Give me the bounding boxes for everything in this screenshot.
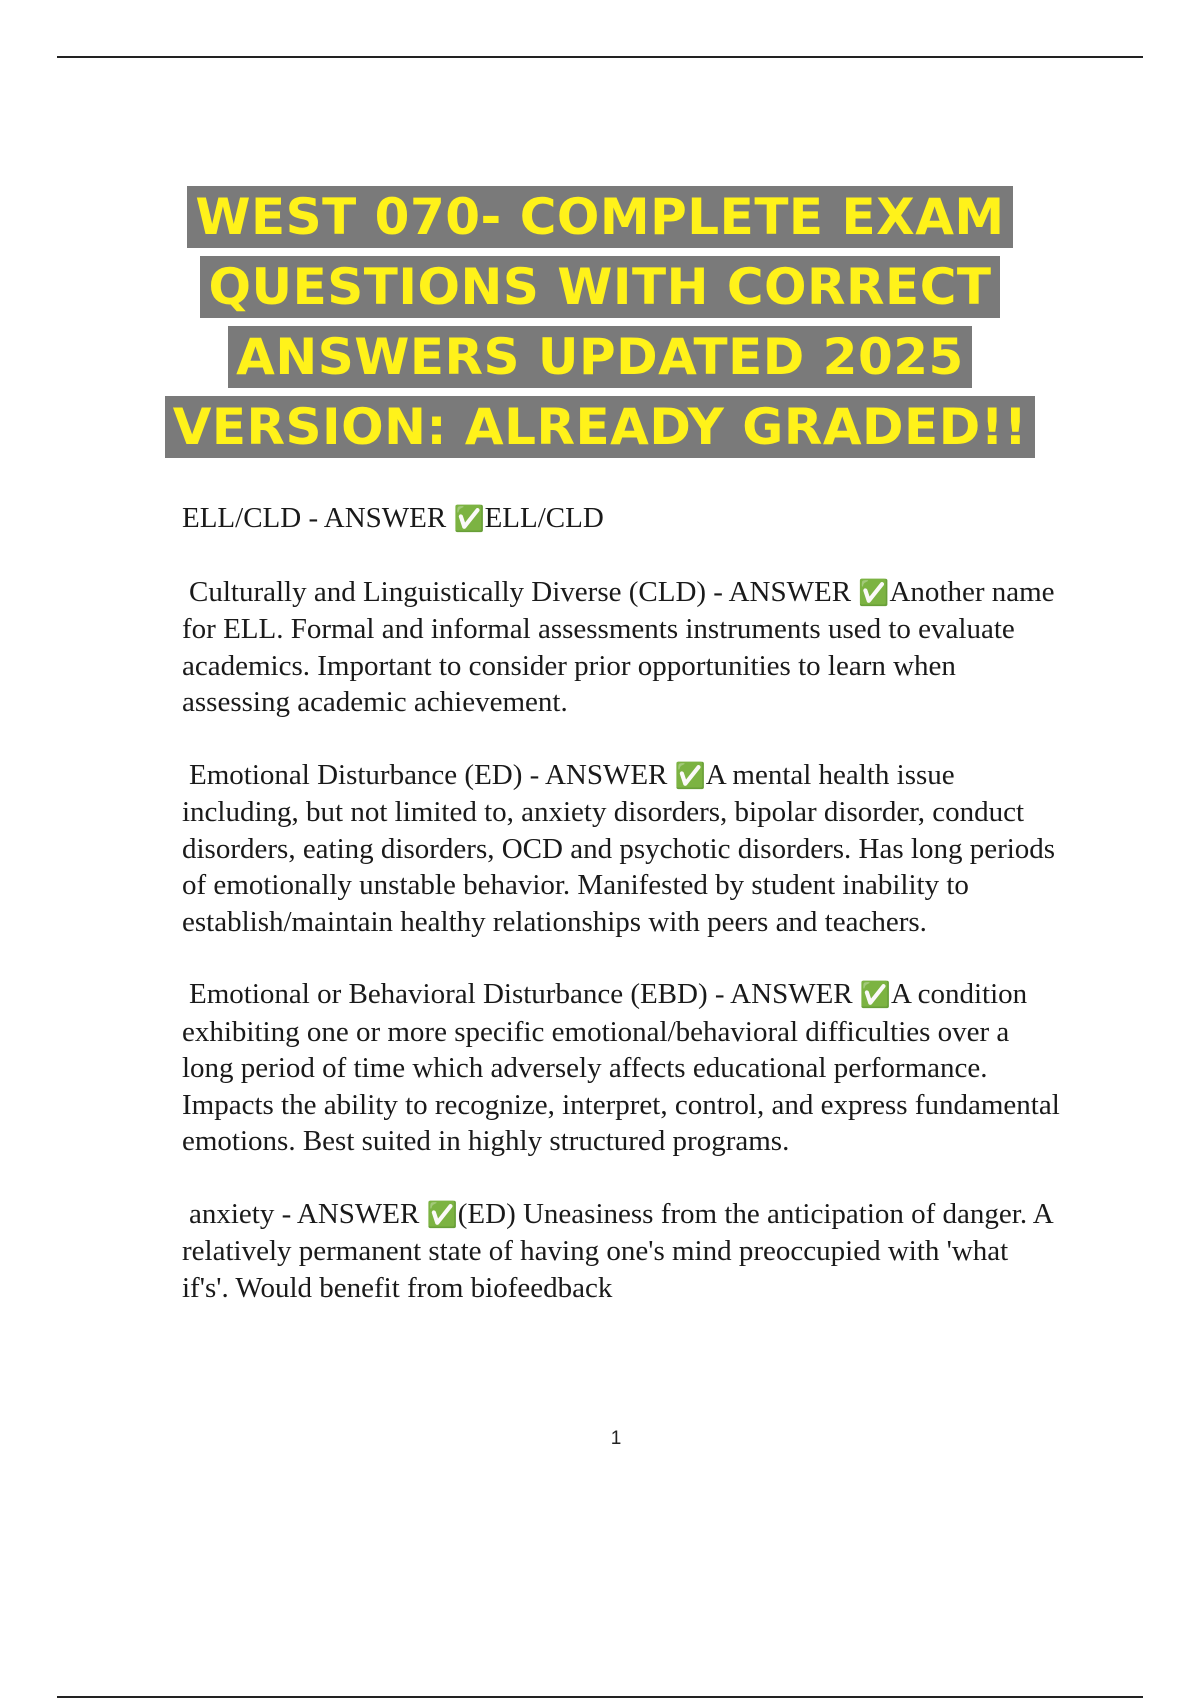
entry-anxiety: [182, 1196, 1062, 1307]
entry-term: Emotional or Behavioral Disturbance (EBD) - ANSWER: [189, 978, 860, 1010]
entry-definition: Another name for ELL. Formal and informal assessments instruments used to evaluate academics. Important to consider prior opportunities to learn when assessing academic achievement.: [182, 575, 1055, 718]
check-icon: ✅: [453, 504, 485, 533]
entry-definition: ELL/CLD: [484, 502, 604, 534]
entry-definition: A mental health issue including, but not limited to, anxiety disorders, bipolar disorder, conduct disorders, eating disorders, OCD and psychotic disorders. Has long periods of emotionally unstable behavior. Manifested by student inability to establish/maintain healthy relationships with peers and teachers.: [182, 758, 1056, 938]
check-icon: ✅: [674, 760, 706, 790]
check-icon: ✅: [859, 980, 892, 1009]
document-title: WEST 070- COMPLETE EXAM QUESTIONS WITH CORRECT ANSWERS UPDATED 2025 VERSION: ALREADY GRADED!!: [165, 186, 1036, 458]
entry-cld: [182, 574, 1062, 721]
entry-term: anxiety - ANSWER: [189, 1197, 427, 1230]
entry-ebd: [182, 976, 1062, 1160]
entry-term: Culturally and Linguistically Diverse (CLD) - ANSWER: [189, 575, 859, 608]
entry-ed: [182, 757, 1062, 941]
page-number: 1: [610, 1428, 622, 1449]
entry-ell-cld: [182, 500, 1062, 538]
footer-rule: [57, 1696, 1143, 1698]
entry-definition: (ED) Uneasiness from the anticipation of danger. A relatively permanent state of having one's mind preoccupied with 'what if's'. Would benefit from biofeedback: [182, 1197, 1053, 1304]
check-icon: ✅: [858, 577, 890, 607]
document-body: [182, 500, 1062, 1342]
entry-definition: A condition exhibiting one or more specific emotional/behavioral difficulties over a long period of time which adversely affects educational performance. Impacts the ability to recognize, interpret, control, and express fundamental emotions. Best suited in highly structured programs.: [182, 978, 1060, 1157]
header-rule: [57, 56, 1143, 58]
check-icon: ✅: [426, 1199, 458, 1229]
entry-term: ELL/CLD - ANSWER: [182, 502, 454, 534]
entry-term: Emotional Disturbance (ED) - ANSWER: [189, 758, 675, 791]
title-block: [100, 182, 1100, 462]
